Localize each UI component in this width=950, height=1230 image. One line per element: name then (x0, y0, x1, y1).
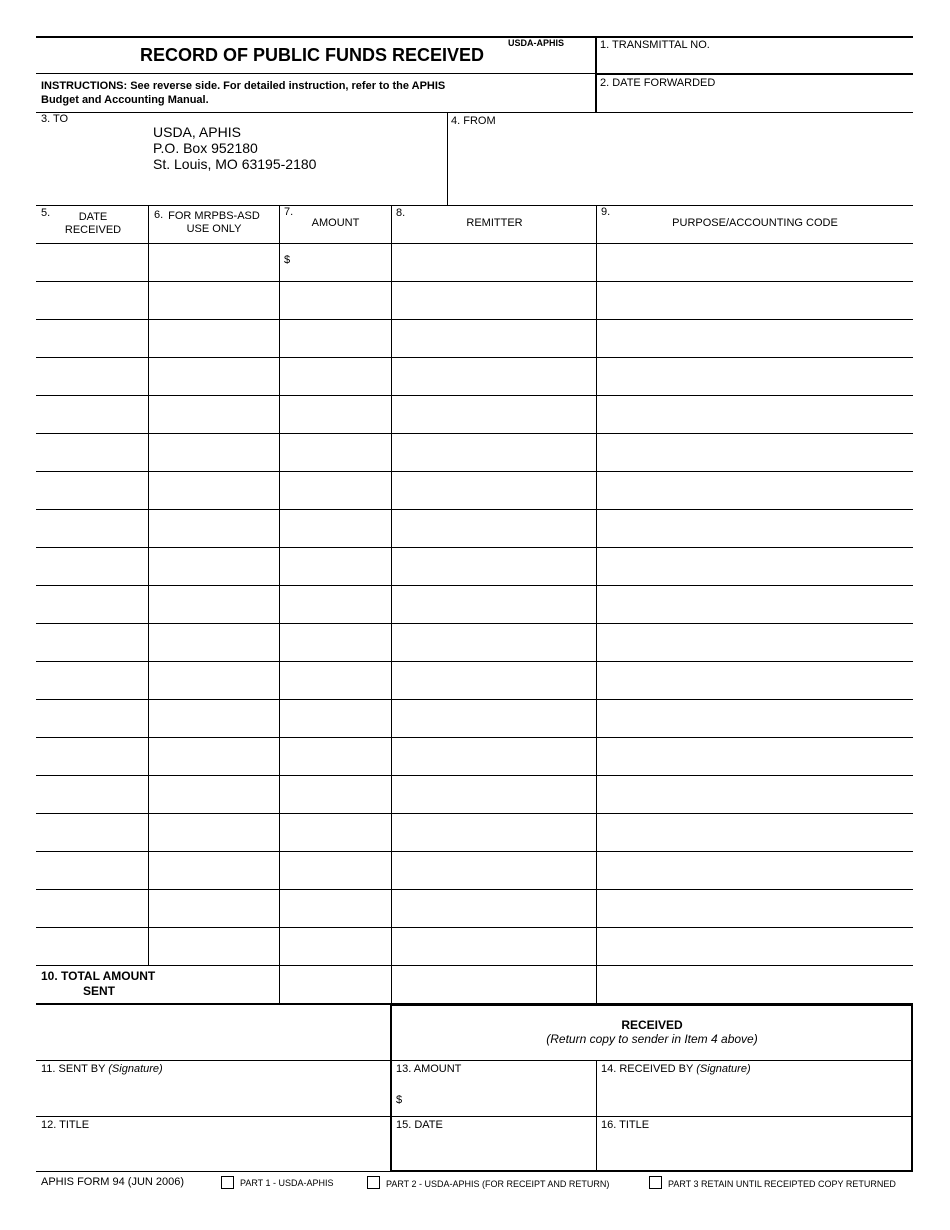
col6-header (164, 210, 264, 236)
table-row-line (36, 547, 913, 548)
total-line2: SENT (83, 984, 116, 998)
top-border (36, 36, 913, 38)
table-row-line (36, 585, 913, 586)
received-title: RECEIVED (621, 1018, 683, 1032)
received-by-signature-field[interactable] (601, 1063, 751, 1075)
date-15-field[interactable]: 15. DATE (396, 1119, 443, 1131)
table-row-line (36, 965, 913, 966)
table-row-line (36, 699, 913, 700)
col5-header-line2: RECEIVED (64, 224, 122, 236)
to-address-line1: USDA, APHIS (153, 124, 241, 140)
part3-checkbox[interactable] (649, 1176, 662, 1189)
col7-divider (391, 205, 392, 1004)
transmittal-no-field[interactable]: 1. TRANSMITTAL NO. (600, 39, 710, 51)
col6-header-line1: FOR MRPBS-ASD (168, 210, 260, 222)
table-row-line (36, 281, 913, 282)
sent-by-label: 11. SENT BY (41, 1063, 106, 1075)
table-row-line (36, 813, 913, 814)
table-row-line (36, 509, 913, 510)
to-address-line2: P.O. Box 952180 (153, 140, 258, 156)
form-id: APHIS FORM 94 (JUN 2006) (41, 1176, 185, 1188)
to-from-divider (447, 112, 448, 205)
title-underline (36, 73, 596, 74)
form-title: RECORD OF PUBLIC FUNDS RECEIVED (140, 45, 485, 65)
col8-divider (596, 205, 597, 1004)
sent-by-note: (Signature) (108, 1063, 163, 1075)
table-row-line (36, 433, 913, 434)
table-row-line (36, 471, 913, 472)
table-row-line (36, 737, 913, 738)
title-16-field[interactable]: 16. TITLE (601, 1119, 650, 1131)
instructions-line2: Budget and Accounting Manual. (41, 94, 209, 106)
date-forwarded-field[interactable]: 2. DATE FORWARDED (600, 77, 716, 89)
to-address-line3: St. Louis, MO 63195-2180 (153, 156, 317, 172)
table-row-line (36, 889, 913, 890)
received-by-label: 14. RECEIVED BY (601, 1063, 694, 1075)
received-box-top (391, 1004, 913, 1006)
table-row-line (36, 775, 913, 776)
sent-by-signature-field[interactable] (41, 1063, 163, 1075)
transmittal-underline (596, 73, 913, 75)
total-amount-label (41, 969, 155, 999)
part2-checkbox[interactable] (367, 1176, 380, 1189)
table-row-line (36, 319, 913, 320)
to-bottom-line (36, 205, 913, 206)
col5-number: 5. (41, 207, 51, 219)
table-row-line (36, 927, 913, 928)
part3-label: PART 3 RETAIN UNTIL RECEIPTED COPY RETURNED (668, 1179, 896, 1189)
table-row-line (36, 623, 913, 624)
received-by-note: (Signature) (696, 1063, 751, 1075)
amount-13-dollar: $ (396, 1094, 403, 1106)
part2-label: PART 2 - USDA-APHIS (FOR RECEIPT AND RETURN) (386, 1179, 610, 1189)
table-row-line (36, 357, 913, 358)
col9-header: PURPOSE/ACCOUNTING CODE (672, 217, 838, 229)
to-label: 3. TO (41, 113, 69, 125)
received-box-bottom (390, 1170, 913, 1172)
col6-header-line2: USE ONLY (186, 223, 242, 235)
sig-left-bottom (36, 1171, 391, 1172)
header-bottom-line (36, 112, 913, 113)
instructions-line1: INSTRUCTIONS: See reverse side. For detailed instruction, refer to the APHIS (41, 80, 446, 92)
col6-number: 6. (154, 209, 164, 221)
table-header-bottom-line (36, 243, 913, 244)
sig-row2-top (36, 1116, 913, 1117)
agency-label: USDA-APHIS (508, 38, 565, 48)
total-line1: 10. TOTAL AMOUNT (41, 969, 156, 983)
col6-divider (279, 205, 280, 1004)
col5-header-line1: DATE (78, 211, 108, 223)
title-12-field[interactable]: 12. TITLE (41, 1119, 90, 1131)
sig-row1-top (36, 1060, 913, 1061)
col9-number: 9. (601, 206, 611, 218)
received-subtitle-text: (Return copy to sender in Item 4 above) (546, 1032, 758, 1046)
col5-divider (148, 205, 149, 965)
col8-number: 8. (396, 207, 406, 219)
part1-checkbox[interactable] (221, 1176, 234, 1189)
amount-13-field[interactable]: 13. AMOUNT (396, 1063, 462, 1075)
received-col-divider (596, 1060, 597, 1171)
col7-header: AMOUNT (311, 217, 360, 229)
received-subtitle (392, 1032, 912, 1046)
col7-number: 7. (284, 206, 294, 218)
col8-header: REMITTER (466, 217, 523, 229)
table-row-line (36, 661, 913, 662)
col5-header (50, 211, 136, 237)
total-bottom-line (36, 1004, 391, 1005)
amount-dollar-sign: $ (284, 254, 291, 266)
table-row-line (36, 395, 913, 396)
part1-label: PART 1 - USDA-APHIS (240, 1178, 334, 1188)
from-field[interactable]: 4. FROM (451, 115, 496, 127)
table-row-line (36, 851, 913, 852)
